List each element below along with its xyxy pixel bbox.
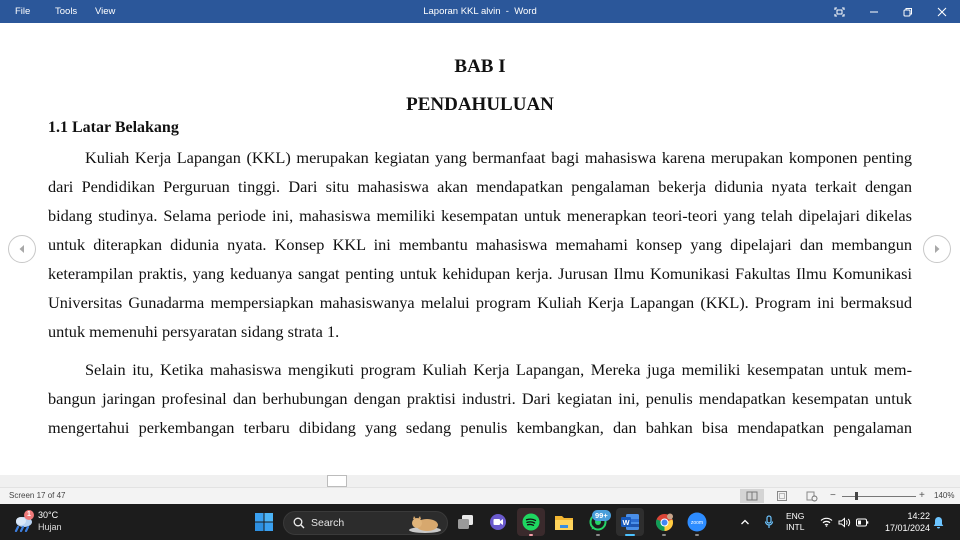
menu-file[interactable]: File bbox=[15, 6, 31, 17]
whatsapp-unread-badge: 99+ bbox=[592, 510, 611, 521]
running-indicator bbox=[529, 534, 533, 536]
read-mode-button[interactable] bbox=[740, 489, 764, 503]
previous-screen-button[interactable] bbox=[8, 235, 36, 263]
horizontal-scrollbar[interactable] bbox=[0, 475, 960, 488]
web-layout-button[interactable] bbox=[800, 489, 824, 503]
web-layout-icon bbox=[806, 491, 818, 502]
word-button[interactable] bbox=[616, 508, 644, 536]
wifi-button[interactable] bbox=[818, 504, 834, 540]
search-icon bbox=[293, 517, 305, 529]
clock-time: 14:22 bbox=[907, 511, 930, 521]
input-language-indicator[interactable] bbox=[786, 511, 804, 533]
window-title-container bbox=[0, 0, 960, 23]
zoom-app-button[interactable] bbox=[683, 508, 711, 536]
paragraph-2-line-1: Selain itu, Ketika mahasiswa mengikuti program Kuliah Kerja Lapangan, Mereka juga memiliki kesempatan untuk mem- bbox=[85, 360, 912, 379]
zoom-app-icon bbox=[687, 512, 707, 532]
minimize-button[interactable] bbox=[857, 0, 891, 23]
paragraph-2-line-2: bangun jaringan profesinal dan berhubungan dengan praktisi industri. Dari kegiatan ini, penulis mendapatkan kesempatan untuk bbox=[48, 389, 912, 408]
status-bar bbox=[0, 488, 960, 504]
close-icon bbox=[937, 7, 947, 17]
spotify-button[interactable] bbox=[517, 508, 545, 536]
paragraph-1-line-7: untuk memenuhi persyaratan sidang strata 1. bbox=[48, 322, 340, 341]
chevron-left-icon bbox=[17, 244, 27, 254]
chevron-up-icon bbox=[740, 518, 750, 526]
page-indicator: Screen 17 of 47 bbox=[9, 491, 66, 500]
active-window-indicator bbox=[625, 534, 635, 536]
language-code: ENG bbox=[786, 511, 805, 521]
wifi-icon bbox=[820, 517, 833, 527]
chevron-right-icon bbox=[932, 244, 942, 254]
restore-icon bbox=[903, 7, 913, 17]
zoom-level[interactable]: 140% bbox=[934, 491, 955, 500]
minimize-icon bbox=[869, 7, 879, 17]
next-screen-button[interactable] bbox=[923, 235, 951, 263]
notifications-button[interactable] bbox=[930, 504, 946, 540]
weather-temperature: 30°C bbox=[38, 510, 59, 520]
running-indicator bbox=[596, 534, 600, 536]
speaker-icon bbox=[838, 517, 851, 528]
page-icon bbox=[776, 491, 788, 501]
paragraph-1-line-4: untuk diterapkan didunia nyata. Konsep KKL ini membantu mahasiswa memahami konsep yang dipelajari dan membangun bbox=[48, 235, 912, 254]
bell-icon bbox=[933, 516, 944, 529]
clock-date: 17/01/2024 bbox=[884, 523, 930, 533]
document-area[interactable] bbox=[0, 23, 960, 475]
weather-notification-badge: 1 bbox=[24, 510, 34, 520]
chapter-title: PENDAHULUAN bbox=[406, 94, 554, 115]
window-title: Laporan KKL alvin - Word bbox=[423, 6, 537, 17]
paragraph-2-line-3: mengertahui perkembangan terbaru dibidang yang sedang penulis kembangkan, dan bahkan bisa mendapatkan pengalaman bbox=[48, 418, 912, 437]
keyboard-layout: INTL bbox=[786, 522, 805, 532]
book-icon bbox=[746, 491, 758, 501]
battery-icon bbox=[856, 518, 869, 527]
windows-logo-icon bbox=[255, 513, 273, 531]
restore-button[interactable] bbox=[891, 0, 925, 23]
start-button[interactable] bbox=[250, 508, 278, 536]
show-hidden-icons-button[interactable] bbox=[737, 504, 753, 540]
microphone-icon bbox=[764, 515, 774, 529]
task-view-button[interactable] bbox=[452, 508, 480, 536]
paragraph-1-line-1: Kuliah Kerja Lapangan (KKL) merupakan kegiatan yang bermanfaat bagi mahasiswa karena merupakan komponen penting bbox=[85, 148, 912, 167]
volume-button[interactable] bbox=[836, 504, 852, 540]
zoom-slider-track[interactable] bbox=[842, 496, 916, 497]
chrome-button[interactable] bbox=[650, 508, 678, 536]
taskbar bbox=[0, 504, 960, 540]
focus-mode-button[interactable] bbox=[822, 0, 856, 23]
svg-text:zoom: zoom bbox=[690, 519, 704, 526]
paragraph-1-line-6: Universitas Gunadarma mempersiapkan mahasiswanya melalui program Kuliah Kerja Lapangan (KKL). Program ini bermaksud bbox=[48, 293, 912, 312]
section-heading: 1.1 Latar Belakang bbox=[48, 119, 179, 136]
menu-view[interactable]: View bbox=[95, 6, 116, 17]
chrome-icon bbox=[655, 513, 674, 532]
battery-button[interactable] bbox=[854, 504, 870, 540]
print-layout-button[interactable] bbox=[770, 489, 794, 503]
word-icon bbox=[620, 513, 640, 531]
zoom-out-button[interactable]: − bbox=[830, 490, 836, 501]
close-button[interactable] bbox=[925, 0, 959, 23]
paragraph-1-line-2: dari Pendidikan Perguruan tinggi. Dari situ mahasiswa akan mendapatkan pengalaman bekerja didunia nyata terkait dengan bbox=[48, 177, 912, 196]
menu-tools[interactable]: Tools bbox=[55, 6, 78, 17]
file-explorer-button[interactable] bbox=[550, 508, 578, 536]
spotify-icon bbox=[522, 513, 540, 531]
paragraph-1-line-3: bidang studinya. Selama periode ini, mahasiswa memiliki kesempatan untuk menerapkan teori-teori yang telah dipelajari dikelas bbox=[48, 206, 912, 225]
folder-icon bbox=[554, 514, 574, 531]
microphone-button[interactable] bbox=[761, 504, 777, 540]
running-indicator bbox=[662, 534, 666, 536]
teams-chat-icon bbox=[489, 513, 507, 531]
zoom-in-button[interactable]: + bbox=[919, 490, 925, 501]
task-view-icon bbox=[457, 514, 475, 530]
taskbar-search[interactable] bbox=[283, 511, 448, 535]
system-clock[interactable] bbox=[885, 510, 930, 534]
search-label: Search bbox=[311, 517, 345, 529]
scrollbar-thumb[interactable] bbox=[327, 475, 347, 487]
title-bar bbox=[0, 0, 960, 23]
search-highlight-cat-icon bbox=[407, 514, 443, 534]
weather-condition: Hujan bbox=[38, 522, 62, 532]
svg-text:W: W bbox=[622, 518, 630, 528]
paragraph-1-line-5: keterampilan praktis, yang keduanya sangat penting untuk kehidupan kerja. Jurusan Ilmu Komunikasi Fakultas Ilmu Komunikasi bbox=[48, 264, 912, 283]
focus-mode-icon bbox=[834, 7, 845, 17]
running-indicator bbox=[695, 534, 699, 536]
zoom-slider-handle[interactable] bbox=[855, 492, 858, 500]
teams-chat-button[interactable] bbox=[484, 508, 512, 536]
chapter-number: BAB I bbox=[454, 56, 506, 77]
